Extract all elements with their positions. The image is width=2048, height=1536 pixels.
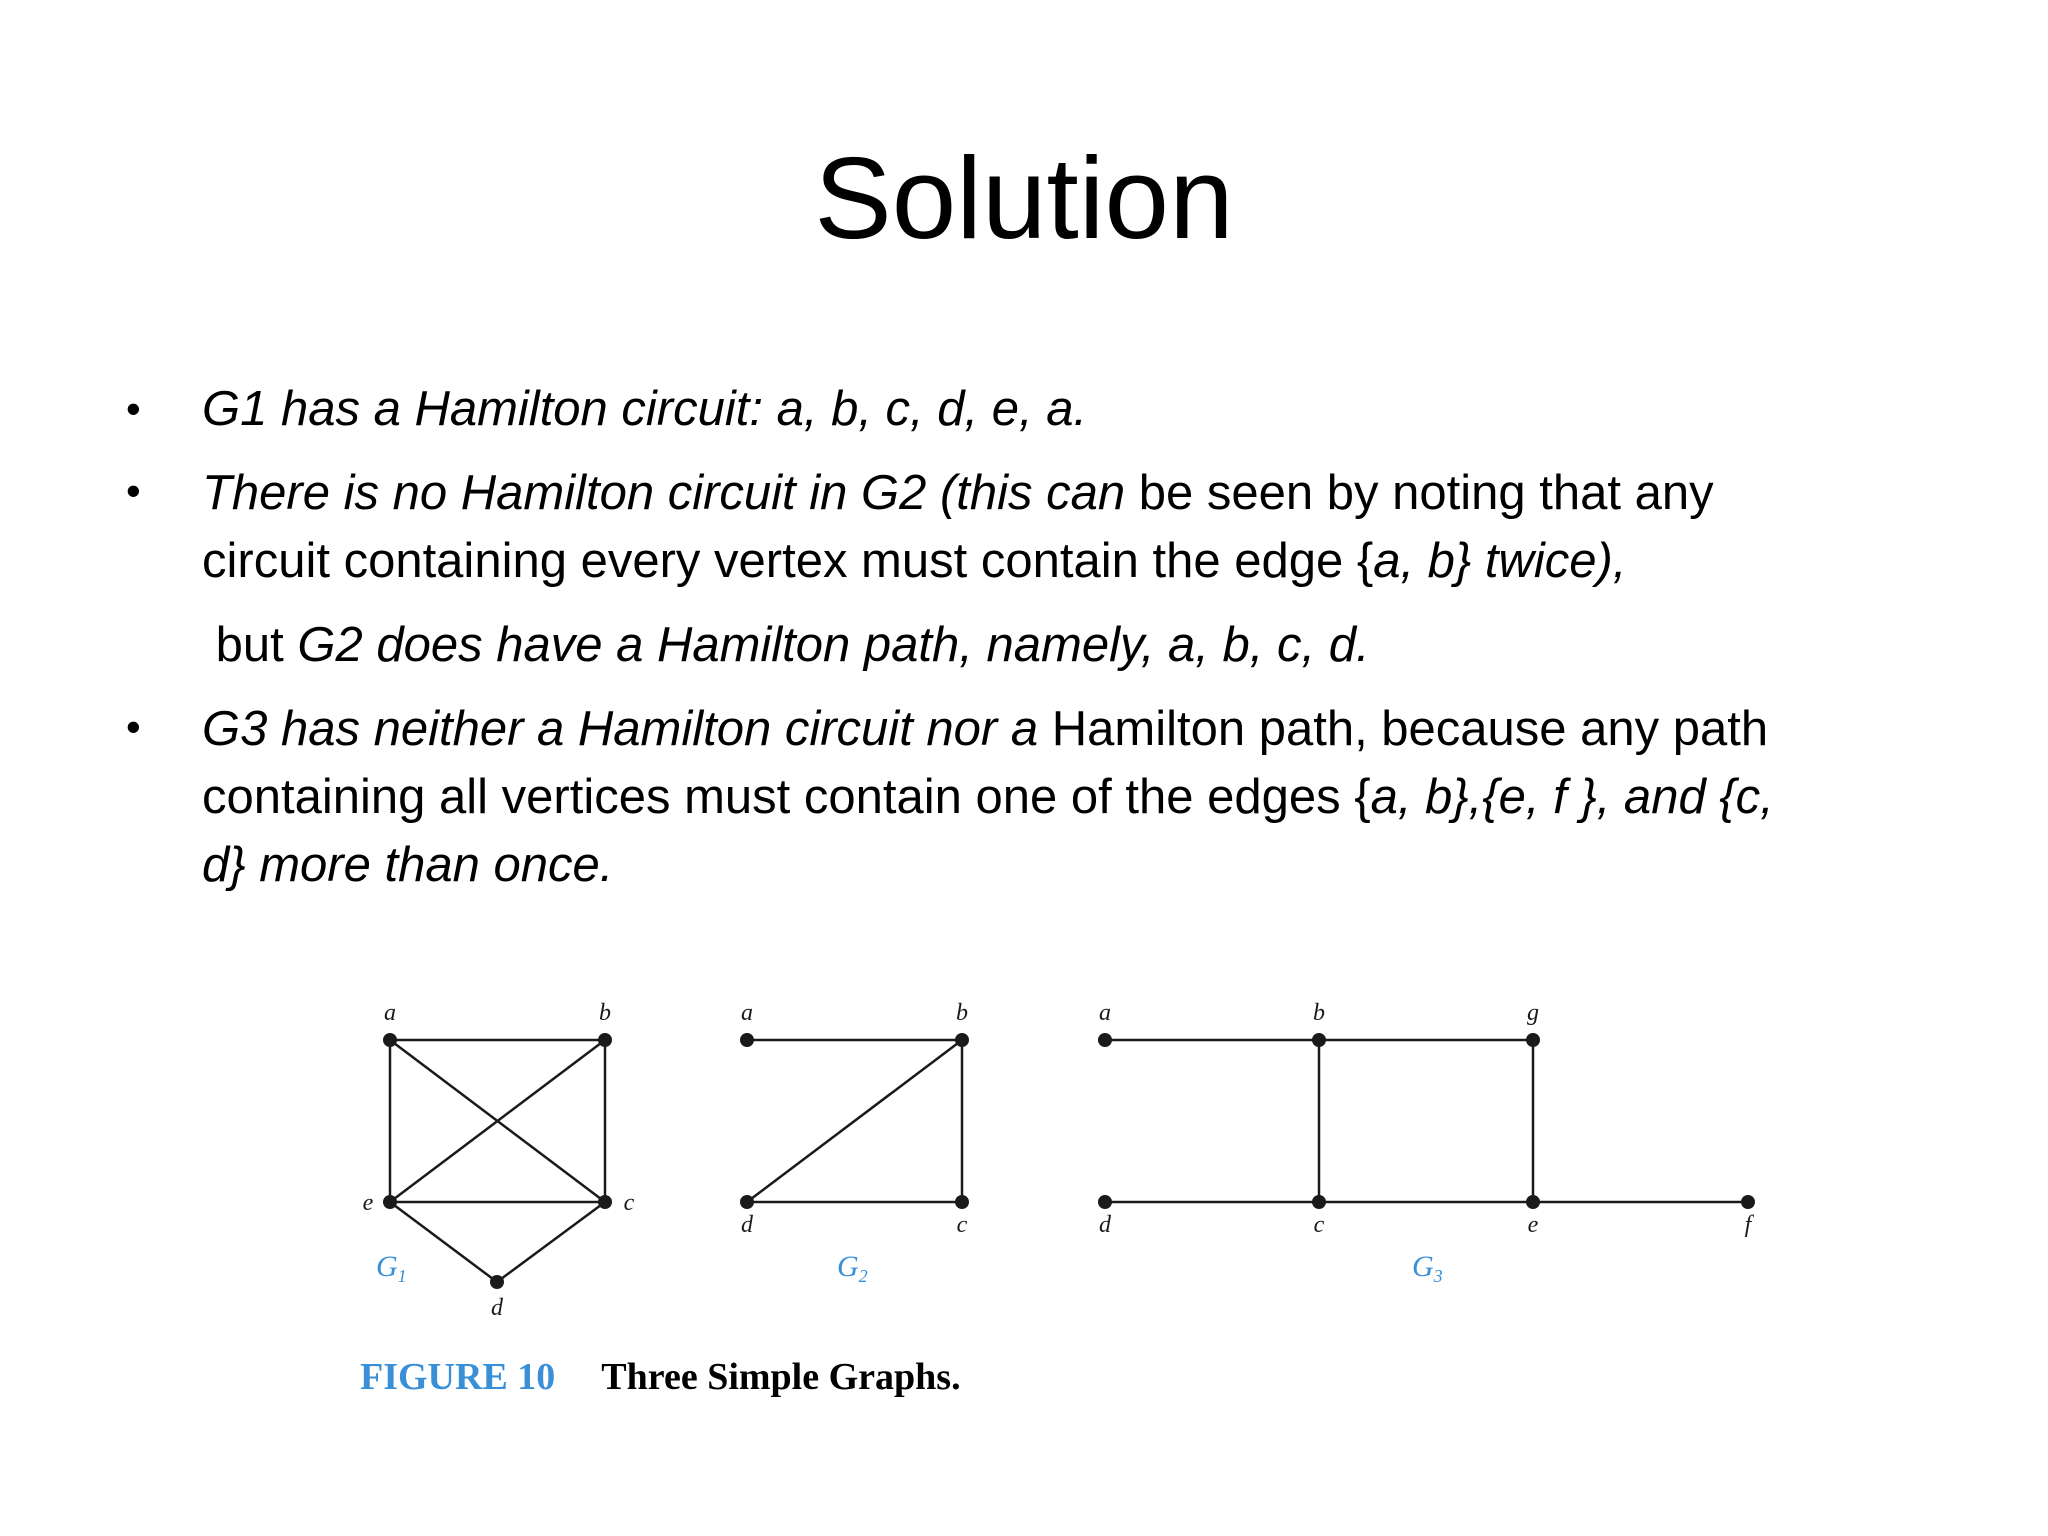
g1-label-a: a xyxy=(384,1000,396,1026)
g1-vertex-a xyxy=(383,1033,397,1047)
bullet-3-l3-italic: d} more than once. xyxy=(202,838,614,892)
g3-label-e: e xyxy=(1527,1212,1539,1238)
bullet-2-l1-italic: There is no Hamilton circuit in G2 (this can xyxy=(202,466,1126,520)
g1-vertex-e xyxy=(383,1195,397,1209)
bullet-2-line-1 xyxy=(202,464,1714,522)
g2-vertex-d xyxy=(740,1195,754,1209)
bullet-2-l3-italic: G2 does have a Hamilton path, namely, a, b, c, d. xyxy=(297,618,1370,672)
figure-caption-text: Three Simple Graphs. xyxy=(601,1356,961,1398)
g3-vertex-g xyxy=(1526,1033,1540,1047)
g3-label-f: f xyxy=(1744,1212,1752,1238)
g1-vertex-d xyxy=(490,1275,504,1289)
g3-vertex-d xyxy=(1098,1195,1112,1209)
bullet-marker: • xyxy=(126,467,141,514)
g2-vertex-b xyxy=(955,1033,969,1047)
bullet-3-line-3 xyxy=(202,836,613,894)
g1-edge-cd xyxy=(497,1202,605,1282)
bullet-3-line-2 xyxy=(202,768,1774,826)
graph-edges xyxy=(390,1040,1748,1282)
figure-caption xyxy=(360,1355,961,1399)
g1-label-e: e xyxy=(362,1190,374,1216)
bullet-3-l2-italic: a, b},{e, f }, and {c, xyxy=(1370,770,1774,824)
g3-label-b: b xyxy=(1313,1000,1325,1026)
g3-vertex-c xyxy=(1312,1195,1326,1209)
g2-vertex-c xyxy=(955,1195,969,1209)
g1-label-c: c xyxy=(623,1190,635,1216)
bullet-3-l1-italic: G3 has neither a Hamilton circuit nor a xyxy=(202,702,1039,756)
bullet-2-l2-regular: circuit containing every vertex must contain the edge { xyxy=(202,534,1374,588)
g3-name: $G_3$ xyxy=(1412,1250,1443,1286)
bullet-marker: • xyxy=(126,703,141,750)
bullet-3-l2-regular: containing all vertices must contain one of the edges { xyxy=(202,770,1371,824)
g3-label-g: g xyxy=(1527,1000,1539,1026)
bullet-2-l1-regular: be seen by noting that any xyxy=(1125,466,1714,520)
g2-label-c: c xyxy=(956,1212,968,1238)
g3-vertex-e xyxy=(1526,1195,1540,1209)
g2-edge-bd xyxy=(747,1040,962,1202)
bullet-3-l1-regular: Hamilton path, because any path xyxy=(1038,702,1769,756)
g3-label-a: a xyxy=(1099,1000,1111,1026)
g1-label-b: b xyxy=(599,1000,611,1026)
bullet-2-l3-regular: but xyxy=(202,618,298,672)
g2-label-b: b xyxy=(956,1000,968,1026)
bullet-1-text: G1 has a Hamilton circuit: a, b, c, d, e, a. xyxy=(202,382,1088,436)
bullet-1-line-1 xyxy=(202,380,1087,438)
bullet-marker: • xyxy=(126,385,141,432)
g3-label-c: c xyxy=(1313,1212,1325,1238)
g3-vertex-a xyxy=(1098,1033,1112,1047)
figure-number: FIGURE 10 xyxy=(360,1356,556,1398)
g2-label-a: a xyxy=(741,1000,753,1026)
g2-name: $G_2$ xyxy=(837,1250,868,1286)
g1-name: $G_1$ xyxy=(376,1250,407,1286)
g1-vertex-c xyxy=(598,1195,612,1209)
g3-vertex-f xyxy=(1741,1195,1755,1209)
g3-vertex-b xyxy=(1312,1033,1326,1047)
graph-names xyxy=(376,1250,1443,1286)
bullet-3-line-1 xyxy=(202,700,1768,758)
graph-vertices xyxy=(383,1033,1755,1289)
g2-vertex-a xyxy=(740,1033,754,1047)
g2-label-d: d xyxy=(741,1212,753,1238)
vertex-labels xyxy=(363,1000,1755,1321)
bullet-2-line-2 xyxy=(202,532,1626,590)
bullet-2-l2-italic: a, b} twice), xyxy=(1373,534,1627,588)
bullet-2-line-3 xyxy=(202,616,1370,674)
g1-vertex-b xyxy=(598,1033,612,1047)
g3-label-d: d xyxy=(1099,1212,1111,1238)
slide-title: Solution xyxy=(814,133,1234,263)
g1-label-d: d xyxy=(491,1295,503,1321)
